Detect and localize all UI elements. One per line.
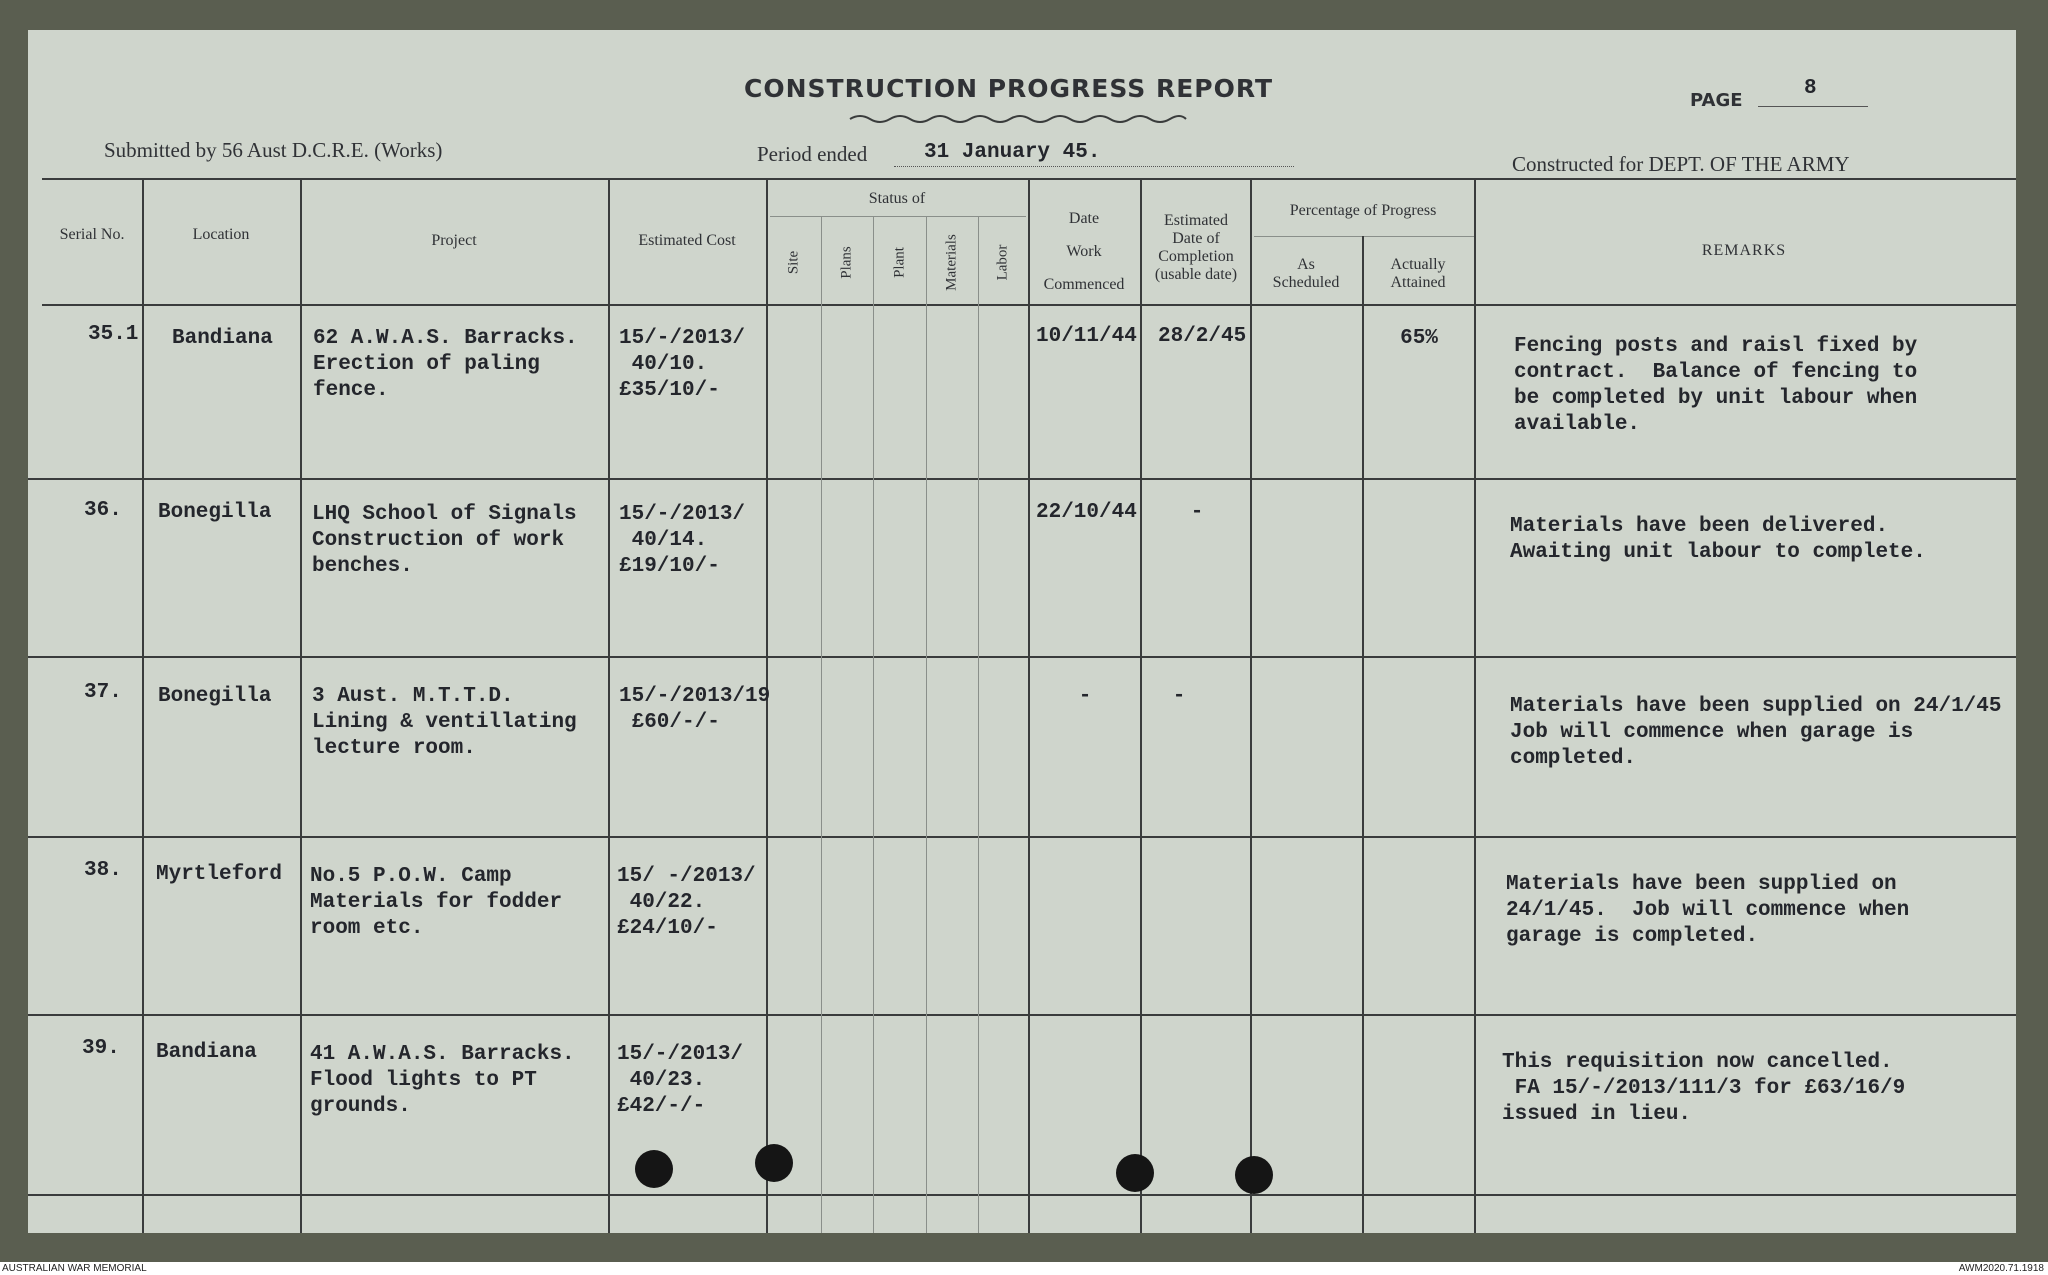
page-number-rule — [1758, 106, 1868, 107]
punch-hole — [1235, 1156, 1273, 1194]
title-underline-flourish — [848, 112, 1188, 126]
header-status-plant: Plant — [891, 247, 908, 278]
row-project: 41 A.W.A.S. Barracks. Flood lights to PT grounds. — [310, 1043, 575, 1118]
row-date-commenced: 10/11/44 — [1036, 325, 1137, 348]
row-cost: 15/-/2013/ 40/10. £35/10/- — [619, 327, 746, 402]
footer-accession: AWM2020.71.1918 — [1958, 1263, 2044, 1274]
header-status-plans: Plans — [838, 246, 855, 279]
row-divider — [28, 1194, 2016, 1196]
report-form — [28, 30, 2016, 1233]
row-cost: 15/-/2013/19 £60/-/- — [619, 685, 771, 734]
status-col-divider — [821, 216, 822, 1233]
header-cost: Estimated Cost — [638, 232, 736, 249]
col-divider — [608, 178, 610, 1233]
constructed-for: Constructed for DEPT. OF THE ARMY — [1512, 152, 1850, 176]
punch-hole — [635, 1150, 673, 1188]
row-completion: 28/2/45 — [1158, 325, 1247, 348]
header-estimated-completion: Estimated Date of Completion (usable date) — [1154, 212, 1238, 283]
page-label: PAGE — [1690, 90, 1743, 111]
header-serial: Serial No. — [59, 226, 125, 243]
header-status-labor: Labor — [994, 244, 1011, 281]
row-project: 3 Aust. M.T.T.D. Lining & ventillating lecture room. — [312, 685, 577, 760]
status-col-divider — [873, 216, 874, 1233]
page-number: 8 — [1804, 77, 1817, 100]
row-remarks: This requisition now cancelled. FA 15/-/2013/111/3 for £63/16/9 issued in lieu. — [1502, 1051, 1906, 1126]
header-status-site: Site — [785, 250, 802, 275]
header-location: Location — [192, 226, 250, 243]
punch-hole — [1116, 1154, 1154, 1192]
row-date-commenced: - — [1078, 685, 1092, 708]
row-divider — [28, 656, 2016, 658]
report-title: CONSTRUCTION PROGRESS REPORT — [744, 74, 1274, 103]
footer-source: AUSTRALIAN WAR MEMORIAL — [2, 1263, 147, 1274]
period-value: 31 January 45. — [924, 141, 1101, 164]
row-location: Bonegilla — [158, 501, 272, 524]
row-cost: 15/-/2013/ 40/23. £42/-/- — [617, 1043, 744, 1118]
row-location: Bandiana — [156, 1041, 257, 1064]
row-location: Bonegilla — [158, 685, 272, 708]
row-project: No.5 P.O.W. Camp Materials for fodder room etc. — [310, 865, 563, 940]
col-divider — [142, 178, 144, 1233]
col-divider — [1474, 178, 1476, 1233]
header-remarks: REMARKS — [1701, 242, 1787, 259]
row-serial: 36. — [84, 499, 122, 522]
status-col-divider — [926, 216, 927, 1233]
row-completion: - — [1190, 501, 1204, 524]
row-cost: 15/ -/2013/ 40/22. £24/10/- — [617, 865, 756, 940]
row-divider — [28, 836, 2016, 838]
row-attained: 65% — [1400, 327, 1438, 350]
row-serial: 37. — [84, 681, 122, 704]
row-divider — [28, 478, 2016, 480]
row-serial: 35.1 — [88, 323, 139, 346]
header-as-scheduled: As Scheduled — [1272, 256, 1340, 291]
submitted-by: Submitted by 56 Aust D.C.R.E. (Works) — [104, 138, 443, 162]
row-remarks: Materials have been supplied on 24/1/45 Job will commence when garage is completed. — [1510, 695, 2002, 770]
row-cost: 15/-/2013/ 40/14. £19/10/- — [619, 503, 746, 578]
row-divider — [28, 1014, 2016, 1016]
row-completion: - — [1172, 685, 1186, 708]
row-serial: 39. — [82, 1037, 120, 1060]
header-date-work-commenced: Date Work Commenced — [1043, 210, 1125, 293]
header-project: Project — [431, 232, 477, 249]
row-date-commenced: 22/10/44 — [1036, 501, 1137, 524]
header-status-of: Status of — [868, 190, 926, 207]
col-divider — [1362, 236, 1364, 1233]
status-col-divider — [978, 216, 979, 1233]
header-percentage-progress: Percentage of Progress — [1289, 202, 1437, 219]
header-actually-attained: Actually Attained — [1390, 256, 1446, 291]
percentage-sub-rule — [1254, 236, 1476, 237]
row-remarks: Materials have been delivered. Awaiting unit labour to complete. — [1510, 515, 1926, 564]
row-location: Myrtleford — [156, 863, 283, 886]
status-sub-rule — [770, 216, 1026, 217]
period-label: Period ended — [757, 142, 868, 166]
row-location: Bandiana — [172, 327, 273, 350]
col-divider — [1250, 178, 1252, 1233]
row-remarks: Fencing posts and raisl fixed by contract. Balance of fencing to be completed by unit labour when available. — [1514, 335, 1918, 436]
header-status-materials: Materials — [943, 234, 960, 291]
row-remarks: Materials have been supplied on 24/1/45. Job will commence when garage is completed. — [1506, 873, 1910, 948]
row-project: 62 A.W.A.S. Barracks. Erection of paling fence. — [313, 327, 578, 402]
row-serial: 38. — [84, 859, 122, 882]
punch-hole — [755, 1144, 793, 1182]
col-divider — [300, 178, 302, 1233]
row-project: LHQ School of Signals Construction of work benches. — [312, 503, 577, 578]
period-rule — [894, 166, 1294, 168]
